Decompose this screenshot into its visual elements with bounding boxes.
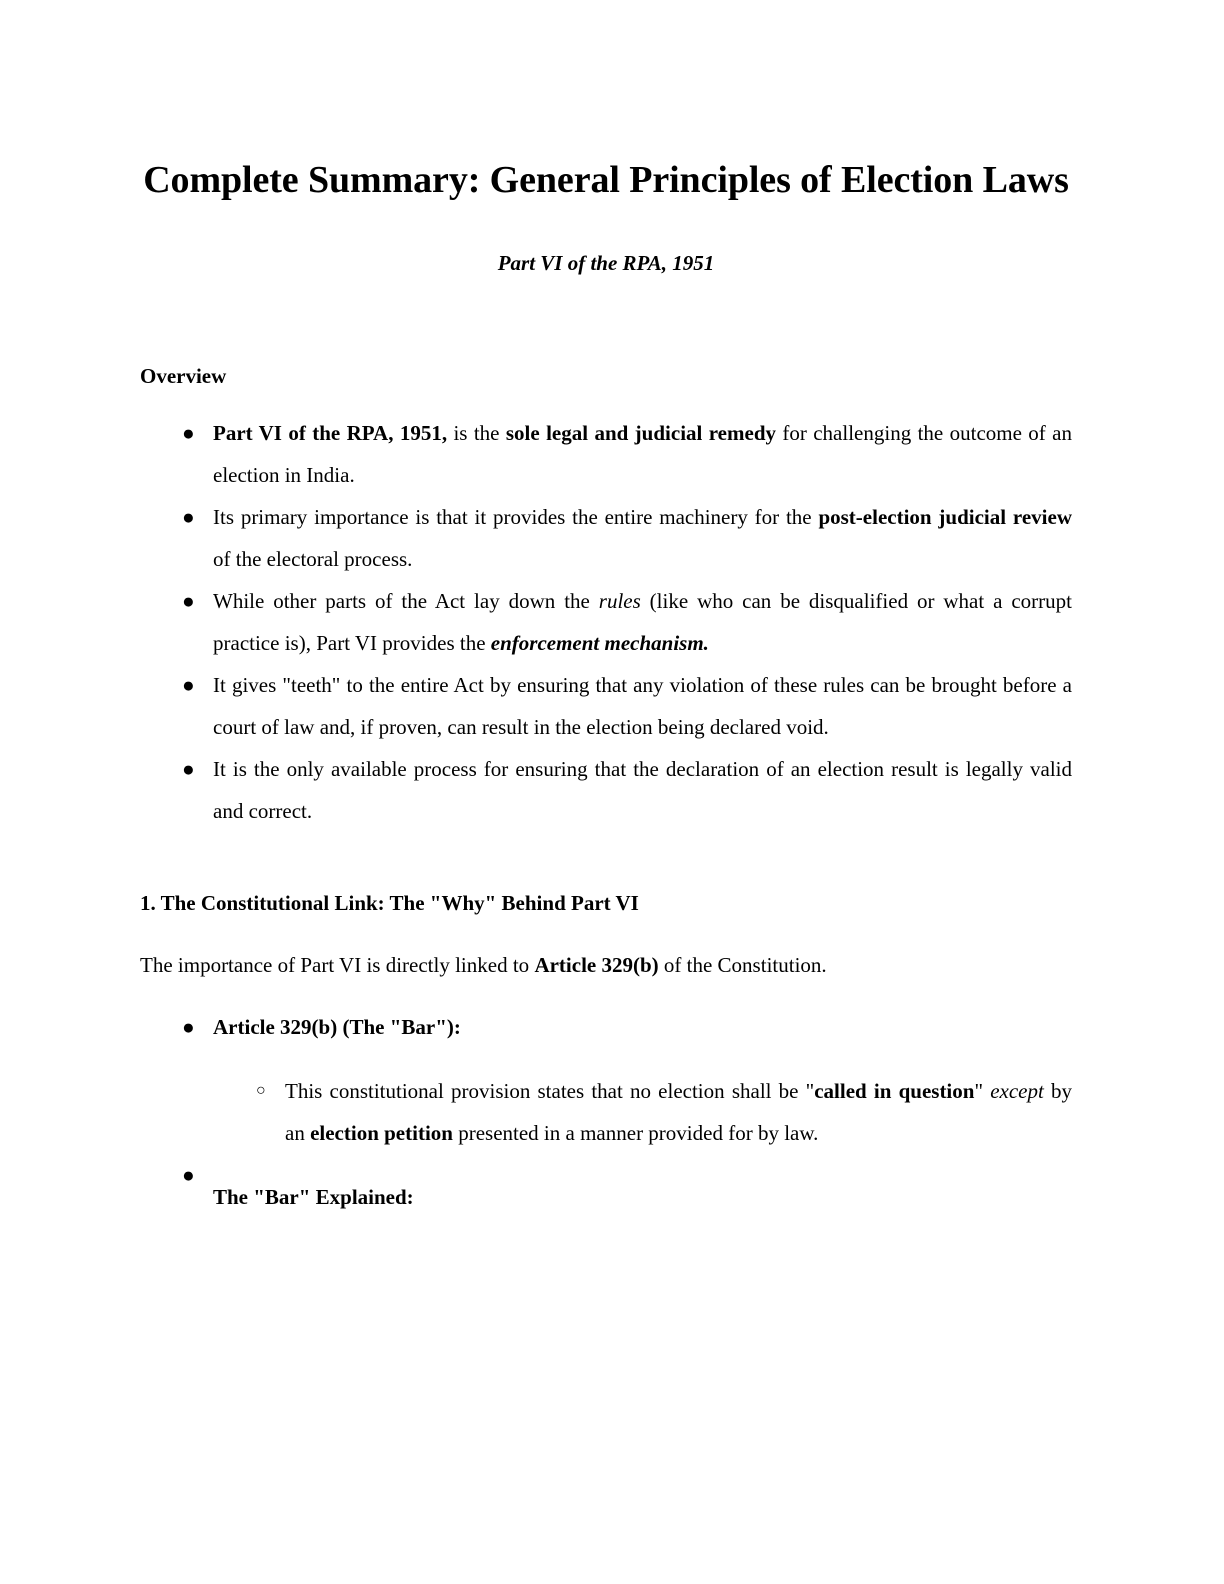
list-item	[140, 496, 1072, 580]
nested-bullet-list	[213, 1048, 1072, 1154]
bullet-circle-icon: ○	[256, 1082, 266, 1100]
list-item	[140, 580, 1072, 664]
section-1-intro-paragraph: The importance of Part VI is directly linked to Article 329(b) of the Constitution.	[140, 953, 827, 978]
list-item-text: The "Bar" Explained:	[213, 1185, 414, 1210]
list-item-text: It gives "teeth" to the entire Act by ensuring that any violation of these rules can be brought before a court of law and, if proven, can result in the election being declared void.	[213, 672, 1072, 739]
bullet-dot-icon: ●	[182, 504, 195, 529]
list-item-text: It is the only available process for ensuring that the declaration of an election result is legally valid and correct.	[213, 756, 1072, 823]
bullet-dot-icon: ●	[182, 1163, 195, 1188]
overview-heading: Overview	[140, 364, 227, 389]
list-item-text: Part VI of the RPA, 1951, is the sole legal and judicial remedy for challenging the outcome of an election in India.	[213, 420, 1072, 487]
list-item-text: Article 329(b) (The "Bar"):	[213, 1015, 461, 1040]
list-item-text: This constitutional provision states that no election shall be "called in question" except by an election petition presented in a manner provided for by law.	[285, 1079, 1073, 1146]
list-item	[140, 1006, 1072, 1154]
bullet-dot-icon: ●	[182, 1015, 195, 1040]
section-1-heading: 1. The Constitutional Link: The "Why" Behind Part VI	[140, 890, 639, 915]
page-content	[140, 0, 1072, 1218]
list-item-text: Its primary importance is that it provides the entire machinery for the post-election judicial review of the electoral process.	[213, 504, 1072, 571]
overview-bullet-list	[140, 392, 1072, 832]
list-item-text: While other parts of the Act lay down the rules (like who can be disqualified or what a corrupt practice is), Part VI provides the enforcement mechanism.	[213, 588, 1072, 655]
page-title: Complete Summary: General Principles of Election Laws	[143, 159, 1069, 201]
list-item	[213, 1070, 1072, 1154]
list-item	[140, 748, 1072, 832]
bullet-dot-icon: ●	[182, 756, 195, 781]
bullet-dot-icon: ●	[182, 420, 195, 445]
section-1-bullet-list	[140, 986, 1072, 1218]
document-subtitle: Part VI of the RPA, 1951	[497, 250, 715, 275]
bullet-dot-icon: ●	[182, 672, 195, 697]
list-item	[140, 664, 1072, 748]
list-item	[140, 1154, 1072, 1218]
bullet-dot-icon: ●	[182, 588, 195, 613]
list-item	[140, 412, 1072, 496]
